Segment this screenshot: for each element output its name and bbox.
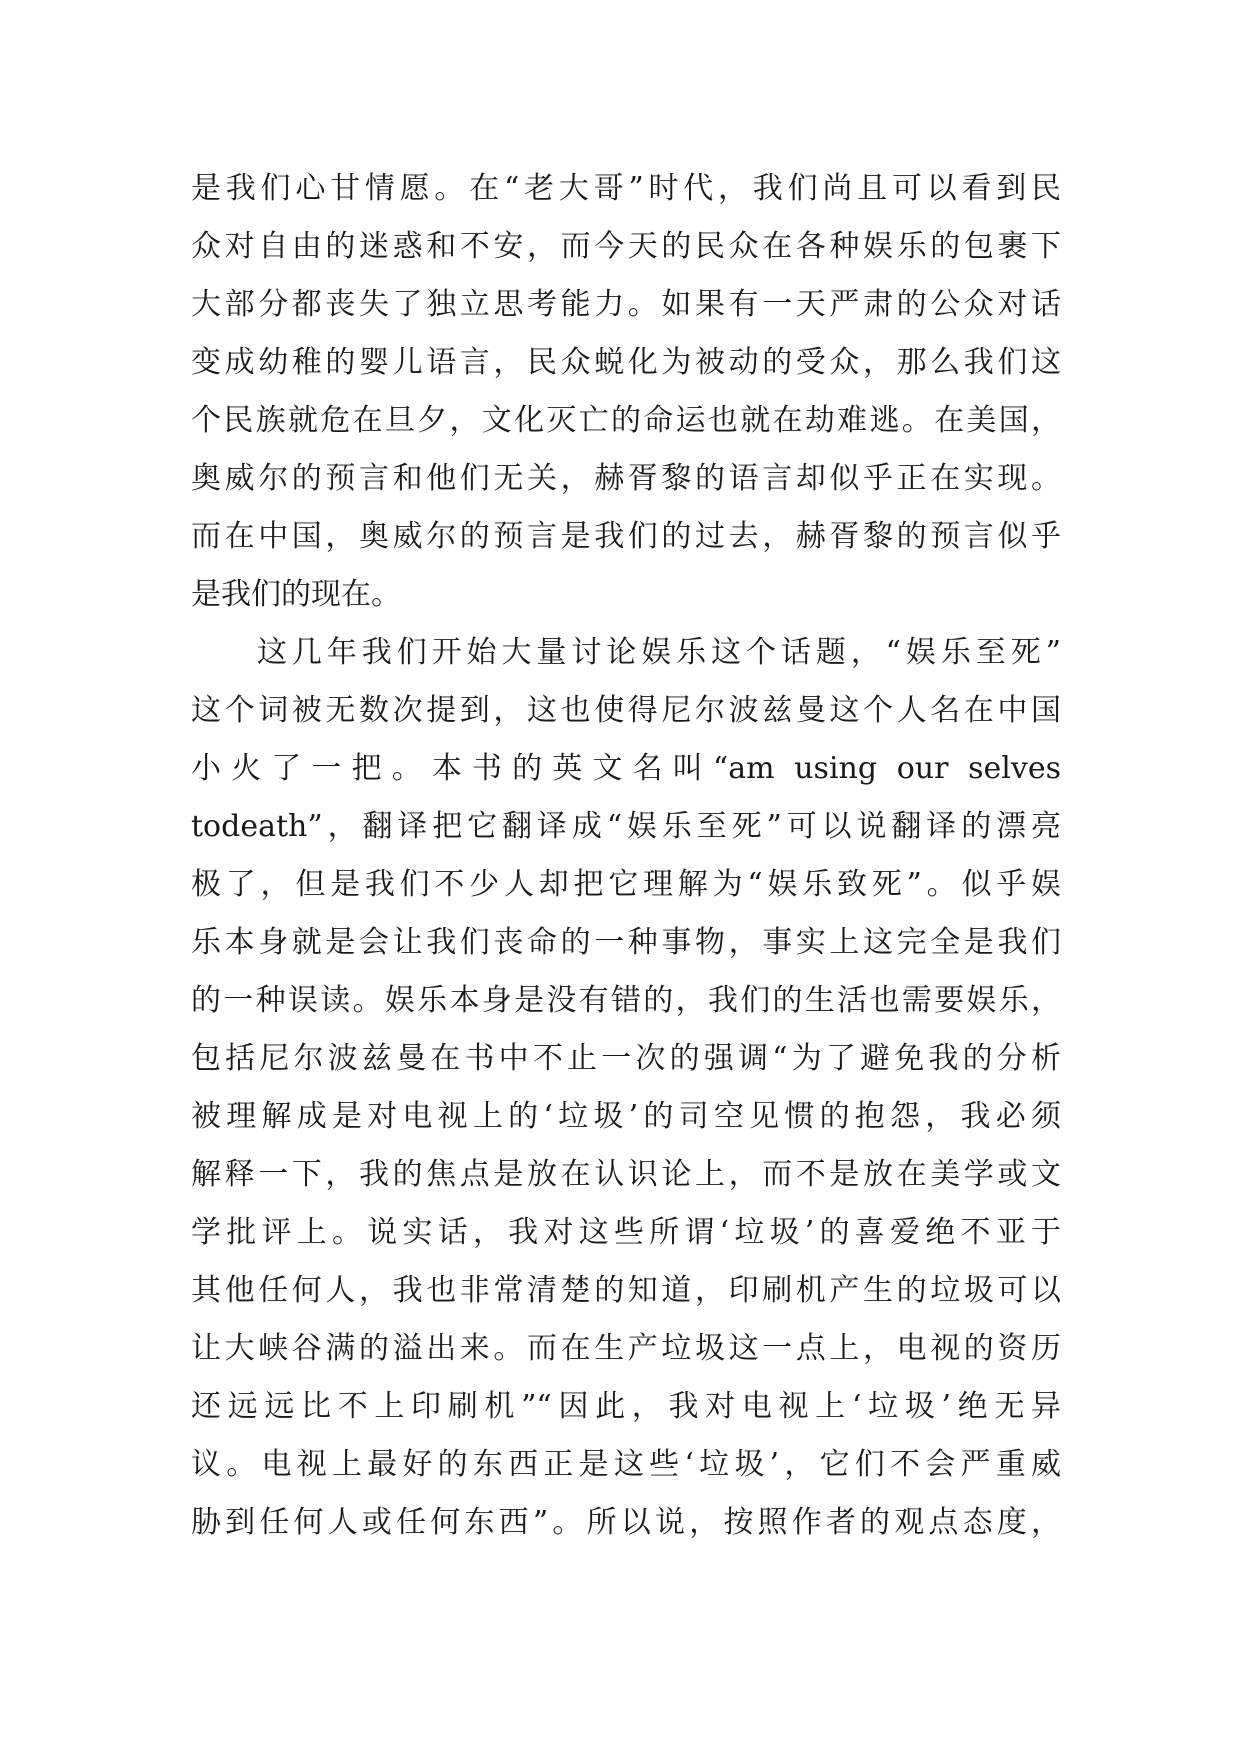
text-line: 极了，但是我们不少人却把它理解为“娱乐致死”。似乎娱: [191, 867, 1061, 902]
text-line: 乐本身就是会让我们丧命的一种事物，事实上这完全是我们: [191, 925, 1061, 960]
text-line: 个民族就危在旦夕，文化灭亡的命运也就在劫难逃。在美国，: [191, 403, 1061, 438]
text-line: 而在中国，奥威尔的预言是我们的过去，赫胥黎的预言似乎: [191, 519, 1061, 554]
text-line: 是我们的现在。: [191, 577, 401, 612]
body-text: [191, 160, 1061, 1552]
text-line: 让大峡谷满的溢出来。而在生产垃圾这一点上，电视的资历: [191, 1331, 1061, 1366]
text-line: 奥威尔的预言和他们无关，赫胥黎的语言却似乎正在实现。: [191, 461, 1061, 496]
text-line: 其他任何人，我也非常清楚的知道，印刷机产生的垃圾可以: [191, 1273, 1061, 1308]
text-line: 胁到任何人或任何东西”。所以说，按照作者的观点态度，: [191, 1505, 1061, 1540]
text-line: 解释一下，我的焦点是放在认识论上，而不是放在美学或文: [191, 1157, 1061, 1192]
text-line: 变成幼稚的婴儿语言，民众蜕化为被动的受众，那么我们这: [191, 345, 1061, 380]
text-line: 是我们心甘情愿。在“老大哥”时代，我们尚且可以看到民: [191, 171, 1061, 206]
text-line: 众对自由的迷惑和不安，而今天的民众在各种娱乐的包裹下: [191, 229, 1061, 264]
text-line: 包括尼尔波兹曼在书中不止一次的强调“为了避免我的分析: [191, 1041, 1061, 1076]
text-line: 小火了一把。本书的英文名叫“am using our selves: [191, 751, 1061, 786]
text-line: todeath”，翻译把它翻译成“娱乐至死”可以说翻译的漂亮: [191, 809, 1061, 844]
text-line: 议。电视上最好的东西正是这些‘垃圾’，它们不会严重威: [191, 1447, 1061, 1482]
text-line: 大部分都丧失了独立思考能力。如果有一天严肃的公众对话: [191, 287, 1061, 322]
text-line: 学批评上。说实话，我对这些所谓‘垃圾’的喜爱绝不亚于: [191, 1215, 1061, 1250]
text-line: 的一种误读。娱乐本身是没有错的，我们的生活也需要娱乐，: [191, 983, 1061, 1018]
text-line: 这个词被无数次提到，这也使得尼尔波兹曼这个人名在中国: [191, 693, 1061, 728]
text-line: 被理解成是对电视上的‘垃圾’的司空见惯的抱怨，我必须: [191, 1099, 1061, 1134]
text-line: 这几年我们开始大量讨论娱乐这个话题，“娱乐至死”: [257, 635, 1061, 670]
text-line: 还远远比不上印刷机”“因此，我对电视上‘垃圾’绝无异: [191, 1389, 1061, 1424]
